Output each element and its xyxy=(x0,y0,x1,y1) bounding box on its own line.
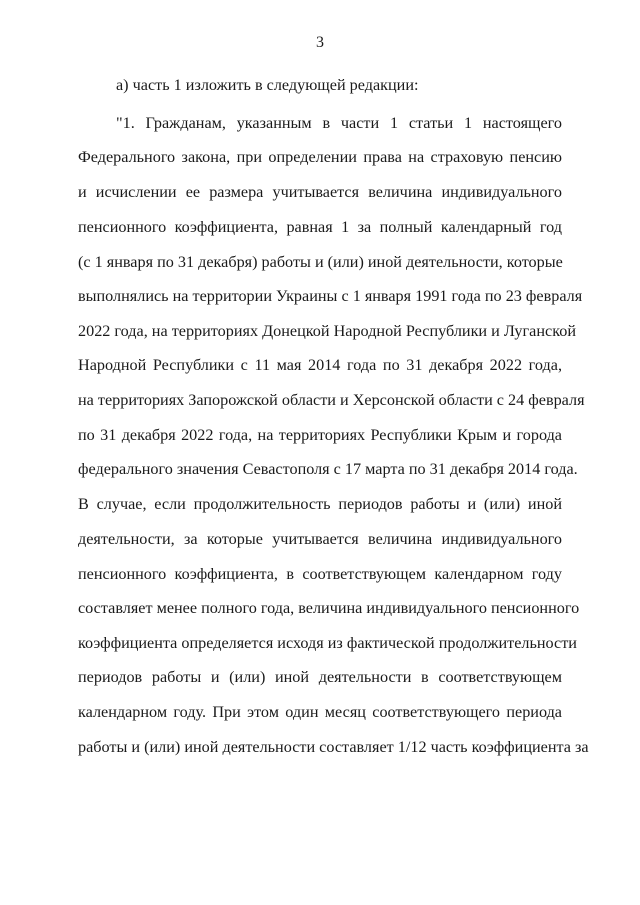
text-line: "1. Гражданам, указанным в части 1 статьи 1 настоящего xyxy=(116,114,562,132)
text-line: В случае, если продолжительность периодов работы и (или) иной xyxy=(78,495,562,513)
text-line: по 31 декабря 2022 года, на территориях Республики Крым и города xyxy=(78,426,562,444)
text-line: деятельности, за которые учитывается величина индивидуального xyxy=(78,530,562,548)
text-line: Федерального закона, при определении права на страховую пенсию xyxy=(78,148,562,166)
text-line: (с 1 января по 31 декабря) работы и (или) иной деятельности, которые xyxy=(78,253,563,271)
text-line: коэффициента определяется исходя из фактической продолжительности xyxy=(78,634,577,652)
text-line: периодов работы и (или) иной деятельности в соответствующем xyxy=(78,668,562,686)
text-line: составляет менее полного года, величина индивидуального пенсионного xyxy=(78,599,580,617)
text-line: 2022 года, на территориях Донецкой Народной Республики и Луганской xyxy=(78,322,576,340)
text-line: а) часть 1 изложить в следующей редакции: xyxy=(116,76,419,94)
text-line: на территориях Запорожской области и Херсонской области с 24 февраля xyxy=(78,391,585,409)
text-line: работы и (или) иной деятельности составляет 1/12 часть коэффициента за xyxy=(78,738,589,756)
text-line: календарном году. При этом один месяц соответствующего периода xyxy=(78,703,562,721)
text-line: пенсионного коэффициента, равная 1 за полный календарный год xyxy=(78,218,562,236)
text-line: и исчислении ее размера учитывается величина индивидуального xyxy=(78,183,562,201)
text-line: федерального значения Севастополя с 17 марта по 31 декабря 2014 года. xyxy=(78,460,578,478)
text-line: выполнялись на территории Украины с 1 января 1991 года по 23 февраля xyxy=(78,287,583,305)
text-line: пенсионного коэффициента, в соответствующем календарном году xyxy=(78,565,562,583)
page-number: 3 xyxy=(316,34,324,51)
text-line: Народной Республики с 11 мая 2014 года по 31 декабря 2022 года, xyxy=(78,356,562,374)
